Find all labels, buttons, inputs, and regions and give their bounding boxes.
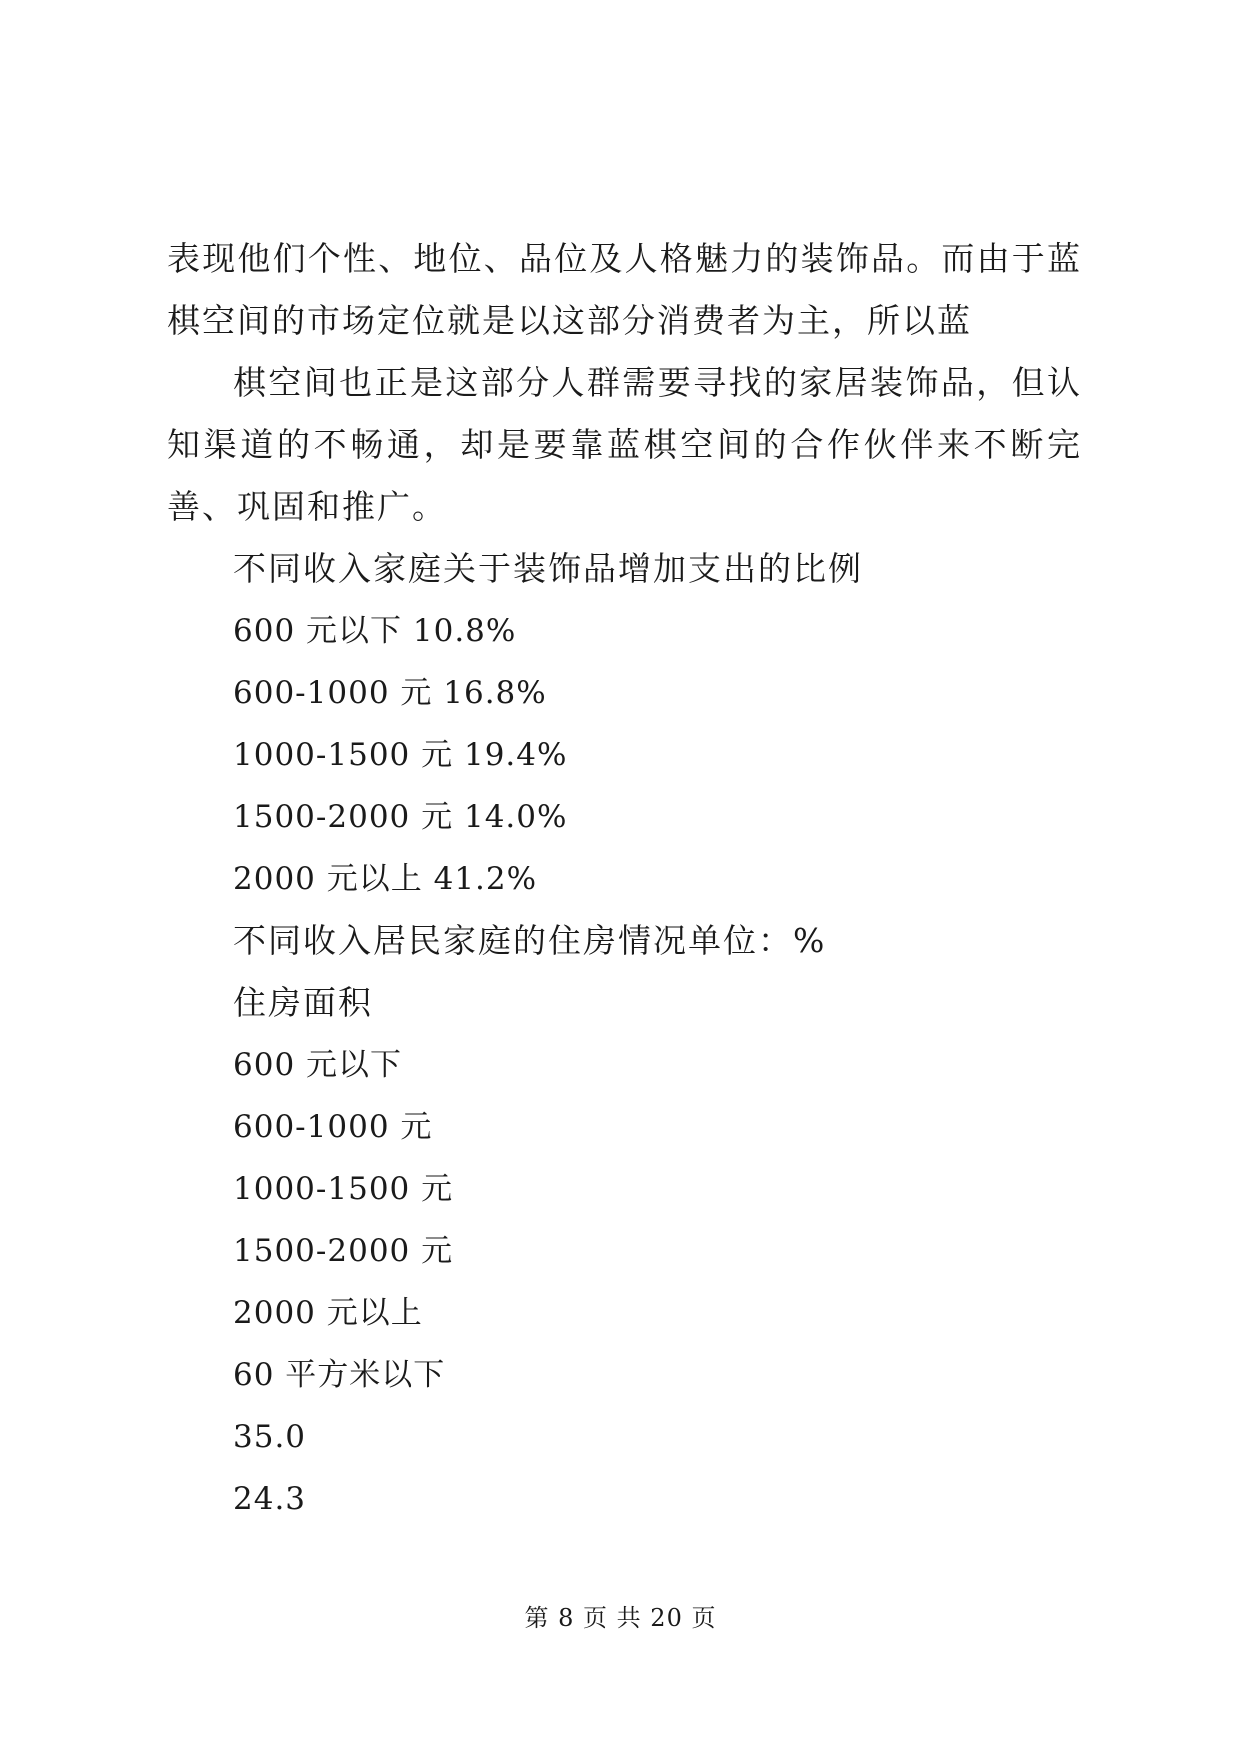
housing-value-1: 35.0 xyxy=(233,1419,307,1455)
spending-line-1000-1500: 1000-1500 元 19.4% xyxy=(233,737,568,773)
paragraph-consumer-positioning: 表现他们个性、地位、品位及人格魅力的装饰品。而由于蓝棋空间的市场定位就是以这部分消费者为主，所以蓝 xyxy=(167,239,1082,340)
housing-income-under-600: 600 元以下 xyxy=(233,1047,403,1083)
spending-line-1500-2000: 1500-2000 元 14.0% xyxy=(233,799,568,835)
spending-line-600-1000: 600-1000 元 16.8% xyxy=(233,675,547,711)
paragraph-partner-channel: 棋空间也正是这部分人群需要寻找的家居装饰品，但认知渠道的不畅通，却是要靠蓝棋空间的合作伙伴来不断完善、巩固和推广。 xyxy=(167,363,1082,526)
page-indicator: 第 8 页 共 20 页 xyxy=(524,1604,717,1632)
heading-housing-situation: 不同收入居民家庭的住房情况单位：% xyxy=(233,921,827,960)
housing-income-1500-2000: 1500-2000 元 xyxy=(233,1233,454,1269)
housing-income-over-2000: 2000 元以上 xyxy=(233,1295,423,1331)
housing-area-under-60sqm: 60 平方米以下 xyxy=(233,1357,446,1393)
housing-income-1000-1500: 1000-1500 元 xyxy=(233,1171,454,1207)
spending-line-under-600: 600 元以下 10.8% xyxy=(233,613,517,649)
housing-income-600-1000: 600-1000 元 xyxy=(233,1109,433,1145)
spending-line-over-2000: 2000 元以上 41.2% xyxy=(233,861,538,897)
housing-value-2: 24.3 xyxy=(233,1481,307,1517)
housing-label-area: 住房面积 xyxy=(233,983,373,1022)
heading-decoration-spending-ratio: 不同收入家庭关于装饰品增加支出的比例 xyxy=(233,549,863,588)
document-body xyxy=(167,228,1082,1530)
